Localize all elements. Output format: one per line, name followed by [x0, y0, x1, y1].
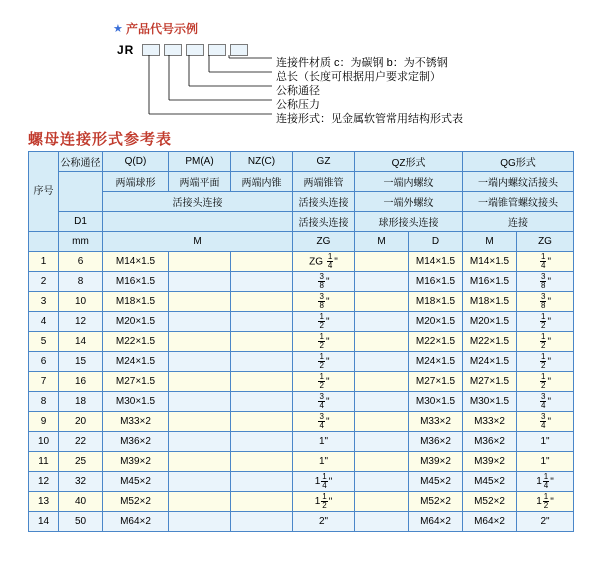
header-sub-blank: [103, 212, 293, 232]
header-group-gz-code: GZ: [293, 152, 355, 172]
cell-gz: $\frac{3}{4}$ ": [293, 412, 355, 432]
cell-qz-d: M20×1.5: [409, 312, 463, 332]
cell-qz-m: [355, 392, 409, 412]
cell-qz-m: [355, 312, 409, 332]
cell-gz: $\frac{3}{8}$ ": [293, 292, 355, 312]
header-mm-blank: [29, 232, 59, 252]
cell-qg-m: M36×2: [463, 432, 517, 452]
cell-qz-m: [355, 272, 409, 292]
cell-dn: 14: [59, 332, 103, 352]
cell-qg-zg: 1 $\frac{1}{4}$ ": [517, 472, 574, 492]
table-row: [29, 392, 574, 412]
cell-qz-d: M16×1.5: [409, 272, 463, 292]
cell-nz: [231, 452, 293, 472]
cell-qz-d: M27×1.5: [409, 372, 463, 392]
cell-q: M24×1.5: [103, 352, 169, 372]
callout-material: 连接件材质 c：为碳钢 b：为不锈钢: [276, 57, 448, 69]
header-group-qg-cn: 一端内螺纹活接头: [463, 172, 574, 192]
cell-dn: 12: [59, 312, 103, 332]
cell-qg-zg: $\frac{3}{4}$ ": [517, 392, 574, 412]
cell-nz: [231, 412, 293, 432]
header-group-qz-cn2: 一端外螺纹: [355, 192, 463, 212]
cell-gz: $\frac{3}{8}$ ": [293, 272, 355, 292]
cell-qz-m: [355, 432, 409, 452]
cell-seq: 8: [29, 392, 59, 412]
cell-nz: [231, 432, 293, 452]
cell-dn: 22: [59, 432, 103, 452]
cell-pm: [169, 412, 231, 432]
header-group-qz-code: QZ形式: [355, 152, 463, 172]
cell-gz: ZG $\frac{1}{4}$ ": [293, 252, 355, 272]
cell-pm: [169, 252, 231, 272]
cell-seq: 5: [29, 332, 59, 352]
cell-nz: [231, 472, 293, 492]
header-group-qg-code: QG形式: [463, 152, 574, 172]
cell-gz: $\frac{3}{4}$ ": [293, 392, 355, 412]
cell-nz: [231, 312, 293, 332]
table-row: [29, 492, 574, 512]
header-group-gz-cn: 两端锥管: [293, 172, 355, 192]
cell-q: M22×1.5: [103, 332, 169, 352]
table-row: [29, 332, 574, 352]
cell-qg-zg: $\frac{1}{4}$ ": [517, 252, 574, 272]
cell-dn: 50: [59, 512, 103, 532]
cell-qz-m: [355, 292, 409, 312]
cell-dn: 40: [59, 492, 103, 512]
cell-qz-d: M14×1.5: [409, 252, 463, 272]
cell-qg-m: M20×1.5: [463, 312, 517, 332]
header-sub-q-pm-nz: 活接头连接: [103, 192, 293, 212]
cell-q: M64×2: [103, 512, 169, 532]
cell-seq: 6: [29, 352, 59, 372]
cell-seq: 12: [29, 472, 59, 492]
header-sub-qg: 连接: [463, 212, 574, 232]
cell-qg-m: M22×1.5: [463, 332, 517, 352]
header-thread-qz-d: D: [409, 232, 463, 252]
cell-dn: 32: [59, 472, 103, 492]
cell-seq: 11: [29, 452, 59, 472]
cell-qz-m: [355, 352, 409, 372]
legend-title: 产品代号示例: [126, 22, 199, 36]
star-icon: ★: [113, 23, 123, 35]
cell-pm: [169, 372, 231, 392]
cell-q: M16×1.5: [103, 272, 169, 292]
cell-qg-m: M33×2: [463, 412, 517, 432]
header-thread-qg-m: M: [463, 232, 517, 252]
cell-qg-m: M52×2: [463, 492, 517, 512]
cell-qg-zg: $\frac{1}{2}$ ": [517, 352, 574, 372]
cell-qg-m: M64×2: [463, 512, 517, 532]
cell-qg-zg: $\frac{3}{8}$ ": [517, 272, 574, 292]
header-group-qz-cn: 一端内螺纹: [355, 172, 463, 192]
cell-qz-d: M36×2: [409, 432, 463, 452]
header-group-pm-code: PM(A): [169, 152, 231, 172]
cell-qz-m: [355, 452, 409, 472]
cell-dn: 25: [59, 452, 103, 472]
cell-qz-d: M22×1.5: [409, 332, 463, 352]
cell-seq: 2: [29, 272, 59, 292]
table-row: [29, 452, 574, 472]
header-row-sub: [29, 192, 574, 212]
cell-dn: 20: [59, 412, 103, 432]
table-title: 螺母连接形式参考表: [28, 131, 173, 148]
table-row: [29, 252, 574, 272]
cell-dn: 16: [59, 372, 103, 392]
cell-qg-zg: $\frac{3}{8}$ ": [517, 292, 574, 312]
cell-seq: 13: [29, 492, 59, 512]
header-sub-gz-2: 活接头连接: [293, 212, 355, 232]
cell-seq: 9: [29, 412, 59, 432]
header-mm: mm: [59, 232, 103, 252]
cell-qz-d: M33×2: [409, 412, 463, 432]
cell-gz: 1": [293, 452, 355, 472]
cell-qz-m: [355, 412, 409, 432]
table-row: [29, 312, 574, 332]
cell-pm: [169, 432, 231, 452]
cell-pm: [169, 472, 231, 492]
cell-nz: [231, 512, 293, 532]
cell-qz-d: M45×2: [409, 472, 463, 492]
cell-qg-zg: $\frac{1}{2}$ ": [517, 312, 574, 332]
cell-seq: 3: [29, 292, 59, 312]
cell-qz-m: [355, 332, 409, 352]
cell-qg-m: M27×1.5: [463, 372, 517, 392]
cell-gz: $\frac{1}{2}$ ": [293, 332, 355, 352]
cell-q: M20×1.5: [103, 312, 169, 332]
table-row: [29, 272, 574, 292]
cell-qg-m: M45×2: [463, 472, 517, 492]
table-row: [29, 372, 574, 392]
header-dn: 公称通径: [59, 152, 103, 172]
cell-seq: 1: [29, 252, 59, 272]
cell-q: M30×1.5: [103, 392, 169, 412]
cell-gz: 1 $\frac{1}{2}$ ": [293, 492, 355, 512]
cell-pm: [169, 492, 231, 512]
cell-seq: 7: [29, 372, 59, 392]
callout-nominal-pressure: 公称压力: [276, 99, 320, 111]
table-row: [29, 292, 574, 312]
cell-pm: [169, 312, 231, 332]
header-sub-gz: 活接头连接: [293, 192, 355, 212]
cell-q: M18×1.5: [103, 292, 169, 312]
table-row: [29, 512, 574, 532]
cell-nz: [231, 272, 293, 292]
cell-nz: [231, 372, 293, 392]
cell-pm: [169, 512, 231, 532]
header-group-qg-cn2: 一端锥管螺纹接头: [463, 192, 574, 212]
table: [28, 151, 574, 532]
header-row-cn: [29, 172, 574, 192]
cell-q: M33×2: [103, 412, 169, 432]
cell-gz: $\frac{1}{2}$ ": [293, 372, 355, 392]
header-row-codes: [29, 152, 574, 172]
cell-nz: [231, 392, 293, 412]
header-group-pm-cn: 两端平面: [169, 172, 231, 192]
cell-qz-m: [355, 252, 409, 272]
header-sub-qz: 球形接头连接: [355, 212, 463, 232]
cell-pm: [169, 452, 231, 472]
cell-gz: $\frac{1}{2}$ ": [293, 312, 355, 332]
cell-dn: 6: [59, 252, 103, 272]
cell-qg-zg: $\frac{1}{2}$ ": [517, 372, 574, 392]
cell-pm: [169, 272, 231, 292]
cell-qz-m: [355, 492, 409, 512]
cell-pm: [169, 332, 231, 352]
cell-nz: [231, 492, 293, 512]
cell-q: M36×2: [103, 432, 169, 452]
header-row-thread: [29, 232, 574, 252]
header-thread-zg: ZG: [293, 232, 355, 252]
table-row: [29, 432, 574, 452]
cell-pm: [169, 352, 231, 372]
header-dn-blank: [59, 172, 103, 212]
cell-qz-d: M24×1.5: [409, 352, 463, 372]
cell-nz: [231, 352, 293, 372]
cell-qz-d: M18×1.5: [409, 292, 463, 312]
cell-dn: 18: [59, 392, 103, 412]
cell-qg-m: M24×1.5: [463, 352, 517, 372]
cell-qg-zg: 2": [517, 512, 574, 532]
header-seq: 序号: [29, 152, 59, 232]
cell-qg-zg: $\frac{3}{4}$ ": [517, 412, 574, 432]
table-head-body: [29, 152, 574, 252]
cell-qz-d: M52×2: [409, 492, 463, 512]
cell-q: M14×1.5: [103, 252, 169, 272]
cell-nz: [231, 332, 293, 352]
cell-qz-d: M64×2: [409, 512, 463, 532]
cell-gz: $\frac{1}{2}$ ": [293, 352, 355, 372]
callout-length: 总长（长度可根据用户要求定制）: [276, 71, 441, 83]
table-body: [29, 252, 574, 532]
callout-connection-type: 连接形式：见金属软管常用结构形式表: [276, 113, 463, 125]
header-d1: D1: [59, 212, 103, 232]
cell-qg-m: M30×1.5: [463, 392, 517, 412]
cell-nz: [231, 252, 293, 272]
legend-prefix: JR: [117, 43, 135, 57]
cell-seq: 4: [29, 312, 59, 332]
table-row: [29, 412, 574, 432]
cell-qg-zg: 1": [517, 452, 574, 472]
cell-qz-d: M39×2: [409, 452, 463, 472]
table-row: [29, 352, 574, 372]
header-group-nz-code: NZ(C): [231, 152, 293, 172]
header-group-q-cn: 两端球形: [103, 172, 169, 192]
cell-qg-zg: 1 $\frac{1}{2}$ ": [517, 492, 574, 512]
header-group-q-code: Q(D): [103, 152, 169, 172]
product-code-legend: [0, 0, 600, 128]
cell-seq: 10: [29, 432, 59, 452]
cell-q: M39×2: [103, 452, 169, 472]
cell-dn: 15: [59, 352, 103, 372]
cell-gz: 1": [293, 432, 355, 452]
cell-q: M52×2: [103, 492, 169, 512]
cell-gz: 2": [293, 512, 355, 532]
cell-pm: [169, 292, 231, 312]
cell-q: M45×2: [103, 472, 169, 492]
cell-qz-d: M30×1.5: [409, 392, 463, 412]
cell-pm: [169, 392, 231, 412]
cell-qg-zg: 1": [517, 432, 574, 452]
cell-qz-m: [355, 372, 409, 392]
cell-qg-zg: $\frac{1}{2}$ ": [517, 332, 574, 352]
cell-qg-m: M14×1.5: [463, 252, 517, 272]
header-thread-qg-zg: ZG: [517, 232, 574, 252]
cell-dn: 10: [59, 292, 103, 312]
cell-qg-m: M39×2: [463, 452, 517, 472]
header-group-nz-cn: 两端内锥: [231, 172, 293, 192]
table-row: [29, 472, 574, 492]
cell-qz-m: [355, 512, 409, 532]
header-row-d1: [29, 212, 574, 232]
cell-dn: 8: [59, 272, 103, 292]
cell-qz-m: [355, 472, 409, 492]
header-thread-m: M: [103, 232, 293, 252]
header-thread-qz-m: M: [355, 232, 409, 252]
cell-qg-m: M16×1.5: [463, 272, 517, 292]
cell-gz: 1 $\frac{1}{4}$ ": [293, 472, 355, 492]
cell-seq: 14: [29, 512, 59, 532]
callout-nominal-diameter: 公称通径: [276, 85, 320, 97]
nut-connection-table: [28, 151, 573, 532]
cell-nz: [231, 292, 293, 312]
cell-q: M27×1.5: [103, 372, 169, 392]
cell-qg-m: M18×1.5: [463, 292, 517, 312]
